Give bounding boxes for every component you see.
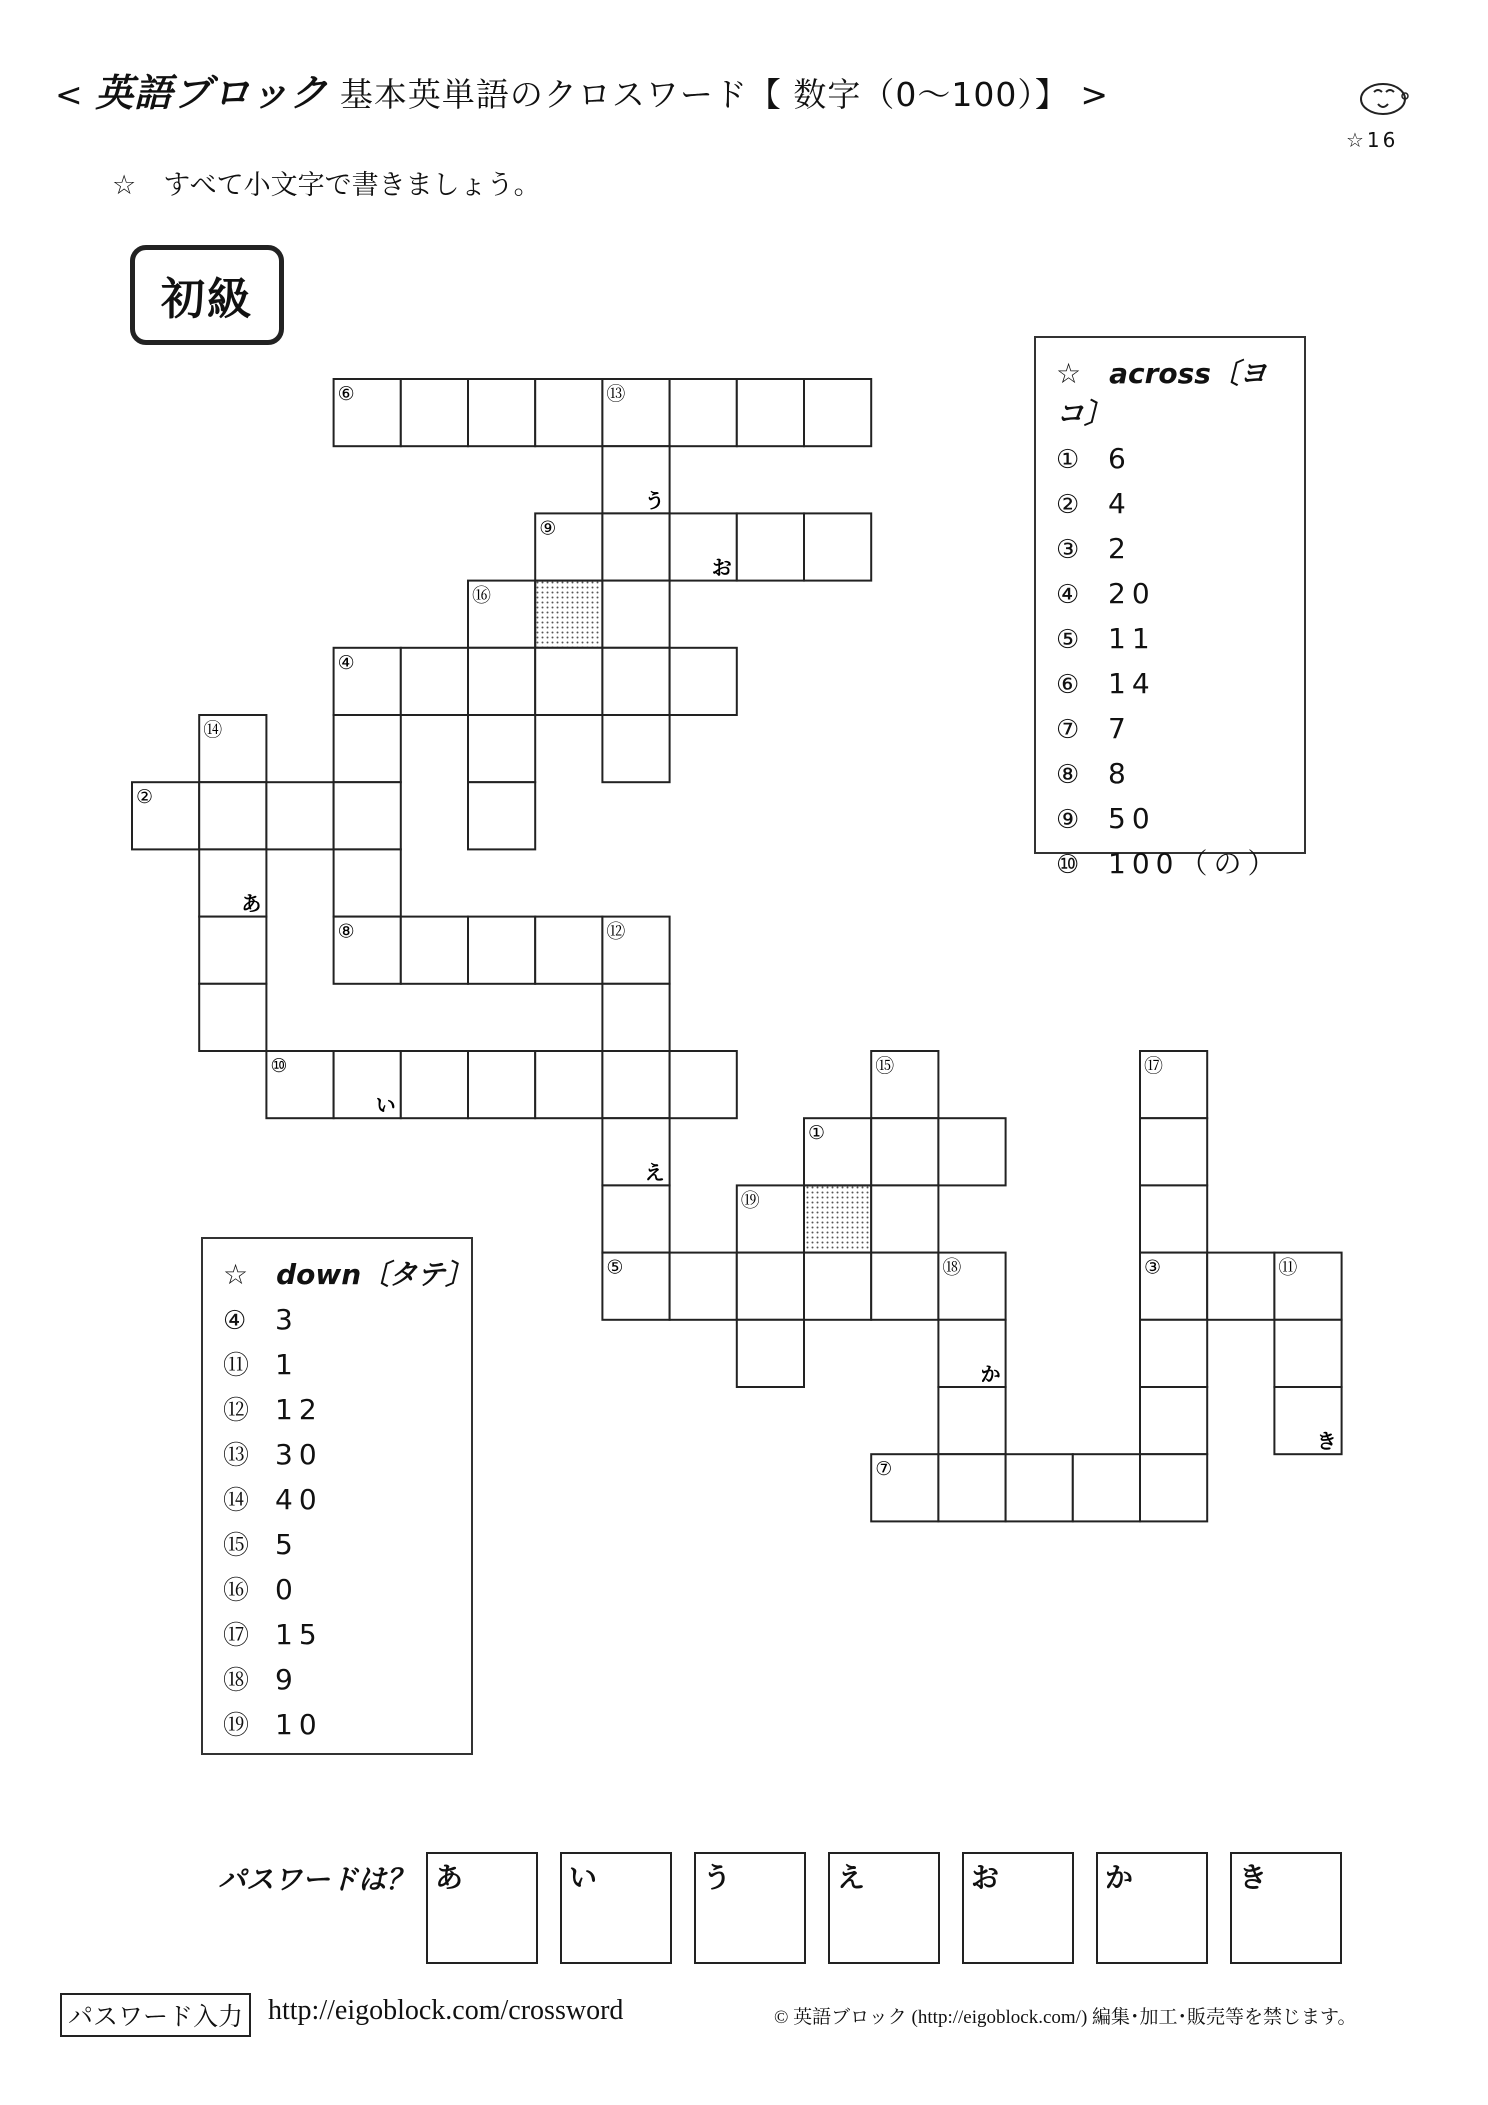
grid-cell[interactable] — [468, 715, 535, 782]
across-clue-list — [1036, 436, 1304, 886]
password-slot[interactable] — [694, 1852, 806, 1964]
clue-value: 10 — [275, 1708, 323, 1741]
grid-cell[interactable] — [266, 782, 333, 849]
clue-value: 3 — [275, 1303, 299, 1336]
clue-number-label: ⑧ — [337, 920, 355, 943]
clue-number: ④ — [223, 1306, 247, 1336]
grid-cell[interactable] — [401, 648, 468, 715]
clue-item — [223, 1477, 471, 1522]
clue-number-label: ⑫ — [606, 920, 626, 943]
grid-cell[interactable] — [737, 513, 804, 580]
password-slot-letter: あ — [435, 1861, 464, 1894]
clue-item — [223, 1432, 471, 1477]
clue-number: ⑮ — [223, 1531, 250, 1561]
clue-number-label: ③ — [1144, 1256, 1162, 1279]
clue-number: ⑱ — [223, 1666, 250, 1696]
password-slot-letter: か — [1105, 1861, 1134, 1894]
password-letter-marker: え — [644, 1160, 665, 1185]
clue-value: 0 — [275, 1573, 299, 1606]
clue-number: ⑲ — [223, 1711, 250, 1741]
grid-cell[interactable] — [401, 1051, 468, 1118]
grid-cell[interactable] — [199, 782, 266, 849]
clue-value: 8 — [1108, 757, 1132, 790]
clue-number-label: ⑮ — [875, 1055, 895, 1077]
grid-cell[interactable] — [602, 715, 669, 782]
password-slot[interactable] — [1230, 1852, 1342, 1964]
clue-value: 2 — [1108, 532, 1132, 565]
clue-item — [223, 1387, 471, 1432]
password-slot-letter: う — [703, 1861, 732, 1894]
shaded-cell — [535, 581, 602, 648]
clue-value: 40 — [275, 1483, 323, 1516]
clue-number: ③ — [1056, 535, 1080, 565]
grid-cell[interactable] — [670, 379, 737, 446]
grid-cell[interactable] — [602, 648, 669, 715]
clue-number: ⑦ — [1056, 715, 1080, 745]
clue-number: ① — [1056, 445, 1080, 475]
page-footer — [60, 1993, 1440, 2033]
copyright-text: © 英語ブロック (http://eigoblock.com/) 編集･加工･販売等を禁じます。 — [774, 2007, 1357, 2028]
clue-item — [223, 1342, 471, 1387]
clue-value: 5 — [275, 1528, 299, 1561]
clue-value: 12 — [275, 1393, 323, 1426]
password-entry-button[interactable]: パスワード入力 — [60, 1993, 251, 2037]
brand-logo: 英語ブロック — [95, 70, 329, 115]
clue-number-label: ① — [808, 1122, 826, 1145]
clue-item — [1056, 481, 1304, 526]
grid-cell[interactable] — [871, 1185, 938, 1252]
clue-item — [223, 1657, 471, 1702]
grid-cell[interactable] — [737, 1320, 804, 1387]
password-letter-marker: か — [980, 1362, 1001, 1386]
clue-number: ⑪ — [223, 1351, 250, 1381]
clue-value: 30 — [275, 1438, 323, 1471]
grid-cell[interactable] — [468, 1051, 535, 1118]
level-badge: 初級 — [130, 245, 284, 345]
password-slot[interactable] — [560, 1852, 672, 1964]
grid-cell[interactable] — [938, 1387, 1005, 1454]
level-code: ☆16 — [1346, 128, 1399, 152]
down-clues-panel — [201, 1237, 473, 1755]
clue-number-label: ⑦ — [875, 1458, 893, 1481]
grid-cell[interactable] — [401, 917, 468, 984]
clue-number: ⑤ — [1056, 625, 1080, 655]
clue-number: ④ — [1056, 580, 1080, 610]
password-slot-letter: え — [837, 1861, 866, 1894]
grid-cell[interactable] — [602, 581, 669, 648]
grid-cell[interactable] — [737, 1253, 804, 1320]
password-slot-letter: き — [1239, 1861, 1268, 1894]
clue-number: ⑯ — [223, 1576, 250, 1606]
grid-cell[interactable] — [938, 1118, 1005, 1185]
clue-value: 50 — [1108, 802, 1156, 835]
clue-number-label: ⑯ — [472, 584, 492, 607]
clue-number-label: ② — [136, 786, 154, 809]
password-slot[interactable] — [1096, 1852, 1208, 1964]
grid-cell[interactable] — [670, 1051, 737, 1118]
grid-cell[interactable] — [871, 1118, 938, 1185]
grid-cell[interactable] — [1006, 1454, 1073, 1521]
down-clue-list — [203, 1297, 471, 1747]
clue-item — [223, 1567, 471, 1612]
clue-number-label: ⑱ — [942, 1256, 962, 1279]
clue-number-label: ⑰ — [1144, 1055, 1164, 1077]
clue-item — [223, 1522, 471, 1567]
grid-cell[interactable] — [1140, 1118, 1207, 1185]
clue-item — [1056, 571, 1304, 616]
grid-cell[interactable] — [1140, 1454, 1207, 1521]
password-slot[interactable] — [962, 1852, 1074, 1964]
clue-value: 14 — [1108, 667, 1156, 700]
grid-cell[interactable] — [670, 1253, 737, 1320]
clue-number: ⑧ — [1056, 760, 1080, 790]
clue-number-label: ④ — [337, 651, 355, 674]
clue-number-label: ⑩ — [270, 1055, 288, 1077]
grid-cell[interactable] — [1140, 1185, 1207, 1252]
grid-cell[interactable] — [804, 1253, 871, 1320]
grid-cell[interactable] — [334, 849, 401, 916]
across-clues-panel — [1034, 336, 1306, 880]
clue-number-label: ⑨ — [539, 517, 557, 540]
clue-item — [1056, 841, 1304, 886]
password-label: パスワードは？ — [218, 1863, 415, 1896]
grid-cell[interactable] — [468, 782, 535, 849]
grid-cell[interactable] — [535, 379, 602, 446]
clue-item — [223, 1297, 471, 1342]
clue-item — [1056, 436, 1304, 481]
clue-item — [1056, 616, 1304, 661]
bracket-close: > — [1080, 75, 1110, 114]
clue-item — [1056, 706, 1304, 751]
grid-cell[interactable] — [737, 379, 804, 446]
clue-value: 20 — [1108, 577, 1156, 610]
password-slot[interactable] — [828, 1852, 940, 1964]
password-section — [218, 1852, 1358, 1964]
grid-cell[interactable] — [199, 917, 266, 984]
grid-cell[interactable] — [535, 648, 602, 715]
password-letter-marker: う — [644, 488, 665, 513]
grid-cell[interactable] — [1207, 1253, 1274, 1320]
clue-item — [1056, 526, 1304, 571]
grid-cell[interactable] — [468, 917, 535, 984]
clue-item — [223, 1612, 471, 1657]
crossword-link[interactable]: http://eigoblock.com/crossword — [268, 1995, 624, 2026]
grid-cell[interactable] — [602, 1051, 669, 1118]
password-slot-letter: い — [569, 1861, 598, 1894]
clue-value: 11 — [1108, 622, 1156, 655]
grid-cell[interactable] — [334, 715, 401, 782]
grid-cell[interactable] — [871, 1253, 938, 1320]
password-slot[interactable] — [426, 1852, 538, 1964]
grid-cell[interactable] — [938, 1454, 1005, 1521]
password-letter-marker: あ — [241, 891, 262, 916]
grid-cell[interactable] — [602, 1185, 669, 1252]
clue-item — [223, 1702, 471, 1747]
clue-value: 4 — [1108, 487, 1132, 520]
grid-cell[interactable] — [804, 513, 871, 580]
grid-cell[interactable] — [1140, 1387, 1207, 1454]
grid-cell[interactable] — [468, 648, 535, 715]
clue-value: 15 — [275, 1618, 323, 1651]
clue-value: 100（の） — [1108, 847, 1282, 880]
password-letter-marker: い — [375, 1093, 396, 1118]
grid-cell[interactable] — [1140, 1320, 1207, 1387]
down-title: ☆ down〔タテ〕 — [223, 1258, 474, 1291]
clue-item — [1056, 661, 1304, 706]
grid-cell[interactable] — [804, 379, 871, 446]
clue-number: ⑫ — [223, 1396, 250, 1426]
clue-number: ⑰ — [223, 1621, 250, 1651]
password-slot-letter: お — [971, 1861, 1000, 1894]
clue-value: 9 — [275, 1663, 299, 1696]
grid-cell[interactable] — [602, 984, 669, 1051]
grid-cell[interactable] — [535, 1051, 602, 1118]
clue-number-label: ⑪ — [1278, 1256, 1298, 1279]
password-letter-marker: き — [1316, 1429, 1337, 1454]
clue-value: 6 — [1108, 442, 1132, 475]
password-letter-marker: お — [711, 555, 732, 580]
grid-cell[interactable] — [535, 917, 602, 984]
clue-number-label: ⑥ — [337, 383, 355, 405]
clue-value: 1 — [275, 1348, 299, 1381]
grid-cell[interactable] — [1274, 1320, 1341, 1387]
grid-cell[interactable] — [670, 648, 737, 715]
worksheet-title: 基本英単語のクロスワード【 数字（0～100）】 — [339, 75, 1069, 114]
clue-number-label: ⑭ — [203, 719, 223, 741]
across-title: ☆ across〔ヨコ〕 — [1056, 357, 1267, 430]
clue-number-label: ⑤ — [606, 1256, 624, 1279]
grid-cell[interactable] — [334, 782, 401, 849]
clue-number-label: ⑲ — [740, 1189, 760, 1212]
clue-value: 7 — [1108, 712, 1132, 745]
clue-number: ⑨ — [1056, 805, 1080, 835]
clue-number: ② — [1056, 490, 1080, 520]
instruction-text: ☆ すべて小文字で書きましょう。 — [112, 170, 541, 201]
clue-item — [1056, 796, 1304, 841]
grid-cell[interactable] — [401, 379, 468, 446]
clue-number-label: ⑬ — [606, 383, 626, 405]
bracket-open: < — [55, 75, 84, 114]
clue-number: ⑬ — [223, 1441, 250, 1471]
clue-number: ⑭ — [223, 1486, 250, 1516]
grid-cell[interactable] — [602, 513, 669, 580]
grid-cell[interactable] — [1073, 1454, 1140, 1521]
shaded-cell — [804, 1185, 871, 1252]
clue-item — [1056, 751, 1304, 796]
clue-number: ⑥ — [1056, 670, 1080, 700]
grid-cell[interactable] — [199, 984, 266, 1051]
grid-cell[interactable] — [468, 379, 535, 446]
clue-number: ⑩ — [1056, 850, 1080, 880]
